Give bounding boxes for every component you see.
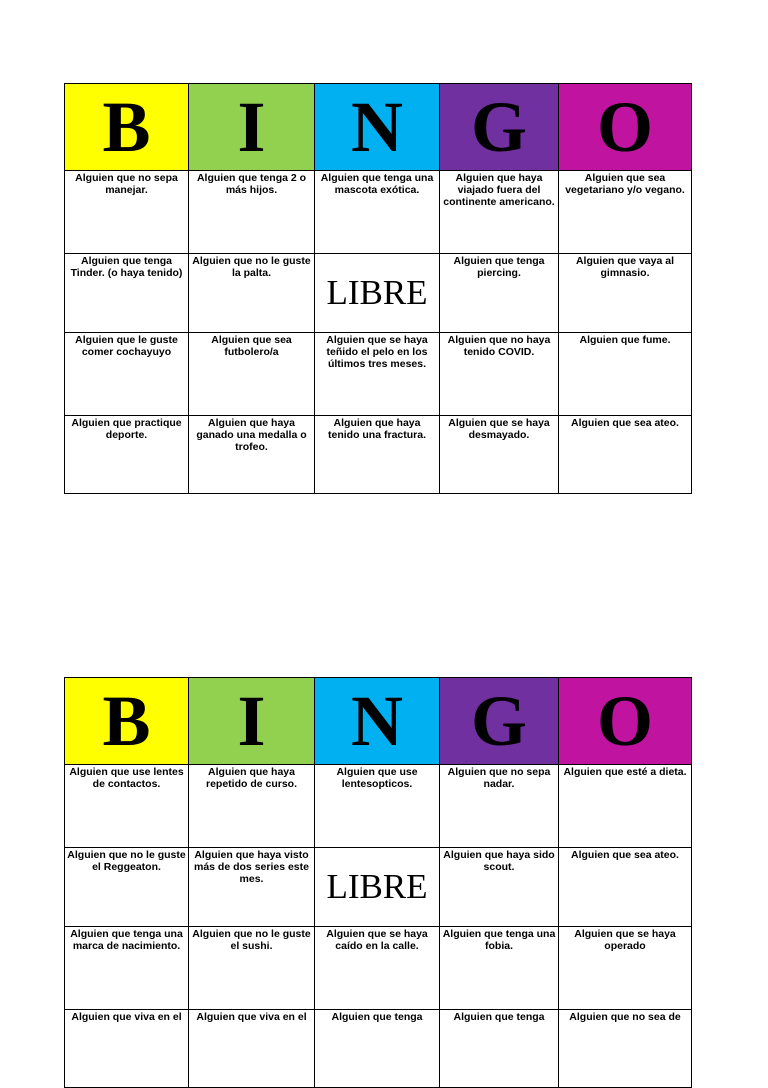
bingo-cell: Alguien que tenga Tinder. (o haya tenido) <box>65 254 189 333</box>
bingo-row <box>65 333 692 416</box>
bingo-cell: Alguien que vaya al gimnasio. <box>559 254 692 333</box>
header-letter-g: G <box>440 678 559 765</box>
free-cell: LIBRE <box>315 848 440 927</box>
bingo-row <box>65 927 692 1010</box>
bingo-cell: Alguien que no haya tenido COVID. <box>440 333 559 416</box>
bingo-cell: Alguien que no sea de <box>559 1010 692 1088</box>
bingo-cell: Alguien que haya repetido de curso. <box>189 765 315 848</box>
bingo-cell: Alguien que practique deporte. <box>65 416 189 494</box>
bingo-cell: Alguien que tenga <box>315 1010 440 1088</box>
bingo-cell: Alguien que tenga una fobia. <box>440 927 559 1010</box>
bingo-cell: Alguien que tenga <box>440 1010 559 1088</box>
header-letter-b: B <box>65 84 189 171</box>
bingo-cell: Alguien que fume. <box>559 333 692 416</box>
bingo-cell: Alguien que se haya desmayado. <box>440 416 559 494</box>
bingo-cell: Alguien que viva en el <box>189 1010 315 1088</box>
header-letter-n: N <box>315 84 440 171</box>
bingo-cell: Alguien que no le guste el Reggeaton. <box>65 848 189 927</box>
bingo-row <box>65 765 692 848</box>
header-letter-i: I <box>189 678 315 765</box>
header-letter-o: O <box>559 84 692 171</box>
bingo-cell: Alguien que sea ateo. <box>559 848 692 927</box>
bingo-cell: Alguien que sea futbolero/a <box>189 333 315 416</box>
free-cell: LIBRE <box>315 254 440 333</box>
bingo-cell: Alguien que tenga 2 o más hijos. <box>189 171 315 254</box>
header-letter-g: G <box>440 84 559 171</box>
header-letter-o: O <box>559 678 692 765</box>
bingo-cell: Alguien que no le guste la palta. <box>189 254 315 333</box>
bingo-cell: Alguien que se haya teñido el pelo en los últimos tres meses. <box>315 333 440 416</box>
bingo-header-row <box>65 678 692 765</box>
bingo-cell: Alguien que le guste comer cochayuyo <box>65 333 189 416</box>
bingo-cell: Alguien que esté a dieta. <box>559 765 692 848</box>
bingo-row <box>65 254 692 333</box>
bingo-cell: Alguien que tenga una marca de nacimiento. <box>65 927 189 1010</box>
bingo-cell: Alguien que se haya caído en la calle. <box>315 927 440 1010</box>
bingo-cell: Alguien que use lentes de contactos. <box>65 765 189 848</box>
bingo-header-row <box>65 84 692 171</box>
bingo-card-1 <box>64 83 692 494</box>
header-letter-i: I <box>189 84 315 171</box>
bingo-cell: Alguien que viva en el <box>65 1010 189 1088</box>
bingo-row <box>65 848 692 927</box>
bingo-cell: Alguien que haya visto más de dos series este mes. <box>189 848 315 927</box>
bingo-cell: Alguien que use lentesopticos. <box>315 765 440 848</box>
bingo-cell: Alguien que no sepa manejar. <box>65 171 189 254</box>
bingo-cell: Alguien que sea vegetariano y/o vegano. <box>559 171 692 254</box>
bingo-cell: Alguien que se haya operado <box>559 927 692 1010</box>
header-letter-b: B <box>65 678 189 765</box>
bingo-cell: Alguien que haya sido scout. <box>440 848 559 927</box>
bingo-cell: Alguien que no sepa nadar. <box>440 765 559 848</box>
bingo-row <box>65 171 692 254</box>
bingo-card-2 <box>64 677 692 1088</box>
bingo-row <box>65 416 692 494</box>
bingo-cell: Alguien que haya viajado fuera del continente americano. <box>440 171 559 254</box>
bingo-cell: Alguien que tenga piercing. <box>440 254 559 333</box>
bingo-cell: Alguien que no le guste el sushi. <box>189 927 315 1010</box>
bingo-cell: Alguien que tenga una mascota exótica. <box>315 171 440 254</box>
bingo-cell: Alguien que haya ganado una medalla o trofeo. <box>189 416 315 494</box>
header-letter-n: N <box>315 678 440 765</box>
bingo-cell: Alguien que sea ateo. <box>559 416 692 494</box>
bingo-row <box>65 1010 692 1088</box>
bingo-cell: Alguien que haya tenido una fractura. <box>315 416 440 494</box>
